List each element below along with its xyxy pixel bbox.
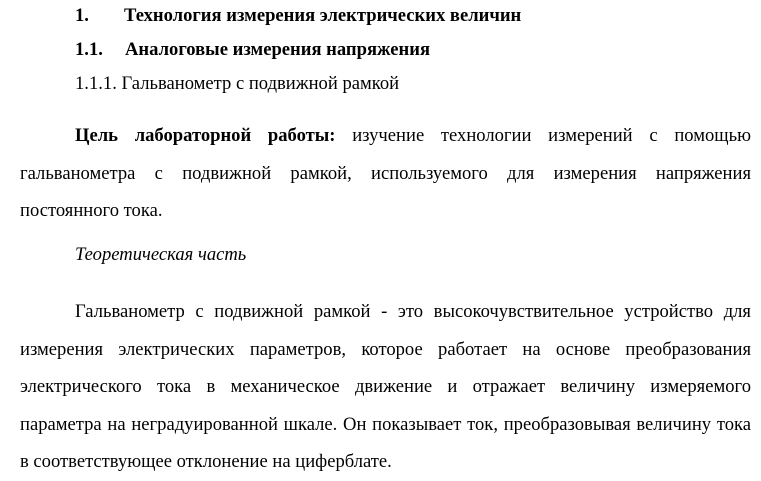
heading-1-number: 1. (75, 5, 89, 26)
heading-level-3 (75, 73, 399, 95)
heading-level-1 (75, 5, 521, 27)
heading-3-text: Гальванометр с подвижной рамкой (121, 73, 400, 94)
heading-3-number: 1.1.1. (75, 73, 117, 94)
heading-2-number: 1.1. (75, 39, 103, 60)
goal-label: Цель лабораторной работы: (75, 125, 336, 146)
theory-paragraph: Гальванометр с подвижной рамкой - это высокочувствительное устройство для измерения электрических параметров, которое работает на основе преобразования электрического тока в механическое движение и отражает величину измеряемого параметра на неградуированной шкале. Он показывает ток, преобразовывая величину тока в соответствующее отклонение на циферблате. (20, 301, 751, 472)
heading-level-2 (75, 39, 430, 61)
goal-text: изучение технологии измерений с помощью гальванометра с подвижной рамкой, используемого для измерения напряжения постоянного тока. (20, 125, 751, 221)
heading-2-text: Аналоговые измерения напряжения (125, 39, 431, 60)
heading-1-text: Технология измерения электрических величин (124, 5, 522, 26)
goal-paragraph (20, 117, 751, 230)
theory-section-title: Теоретическая часть (75, 244, 247, 265)
